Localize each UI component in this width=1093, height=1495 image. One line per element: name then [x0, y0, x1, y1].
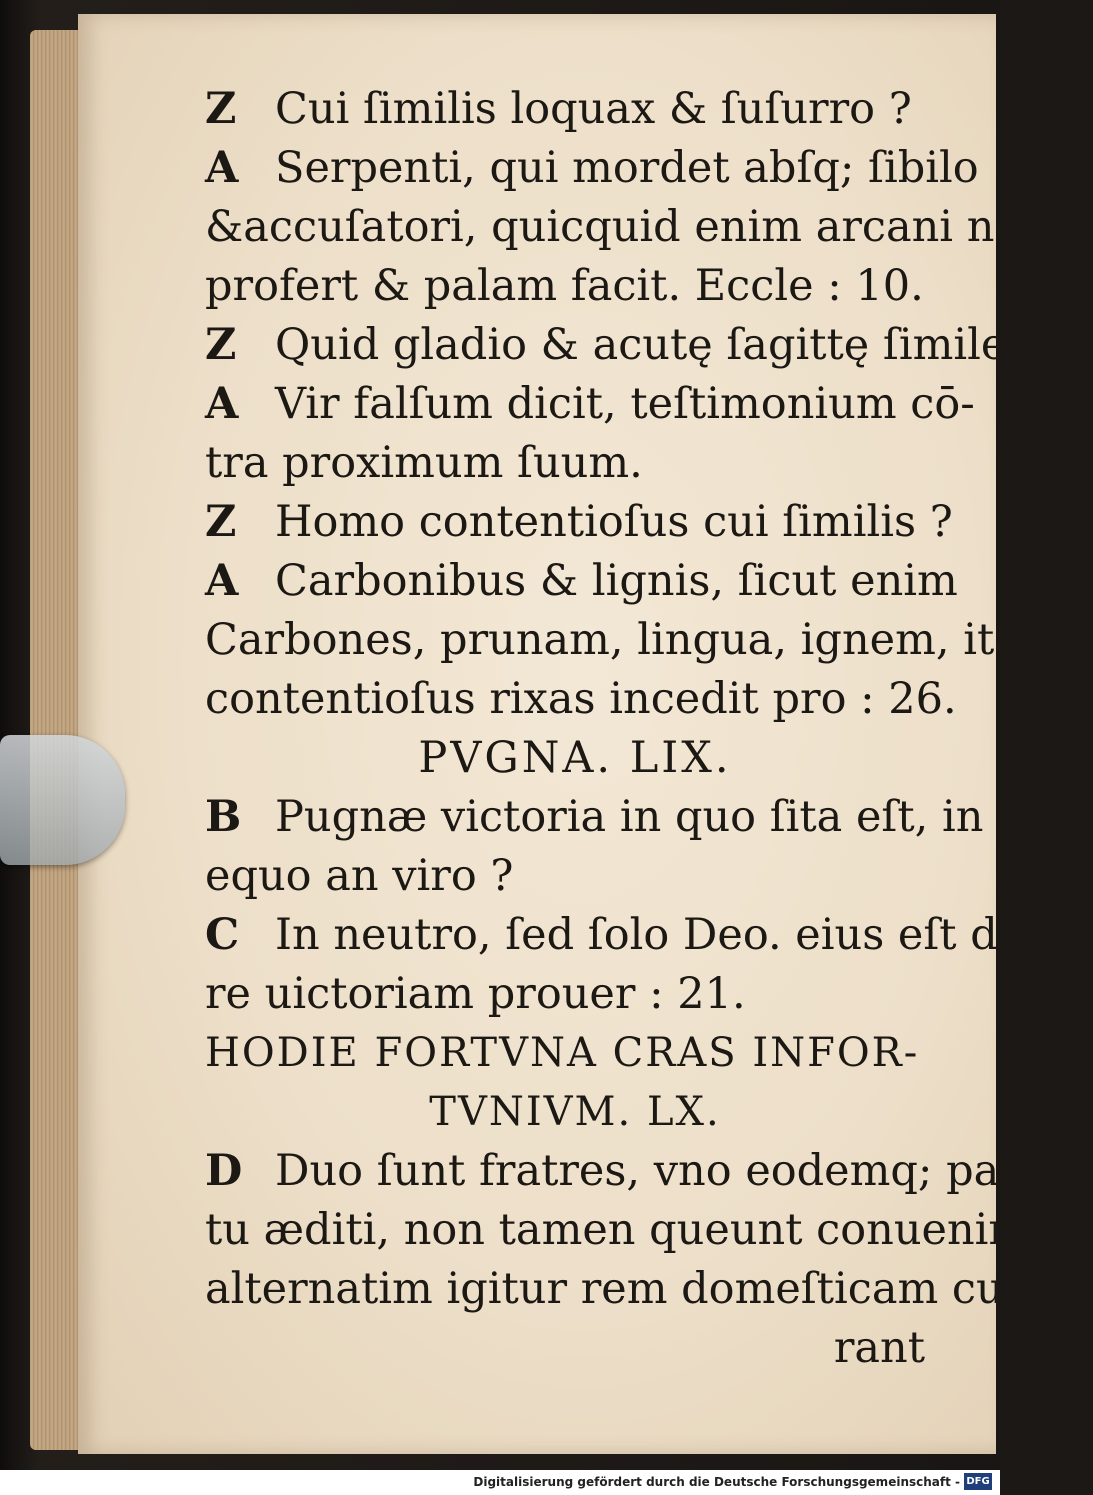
text-line	[205, 434, 945, 493]
speaker-mark: A	[205, 143, 239, 193]
text-line	[205, 198, 1093, 257]
speaker-mark: Z	[205, 84, 237, 134]
speaker-mark: A	[205, 556, 239, 606]
line-text: equo an viro ?	[205, 851, 514, 901]
line-text: re uictoriam prouer : 21.	[205, 969, 746, 1019]
speaker-mark: A	[205, 379, 239, 429]
text-line	[205, 1142, 1035, 1201]
text-line	[205, 139, 979, 198]
text-line	[205, 1201, 1049, 1260]
speaker-mark: Z	[205, 320, 237, 370]
text-line	[205, 257, 945, 316]
text-line	[205, 80, 945, 139]
line-text: Pugnæ victoria in quo ſita eſt, in	[275, 792, 984, 842]
line-text: alternatim igitur rem domeſticam cu-	[205, 1264, 1019, 1314]
speaker-mark: C	[205, 910, 240, 960]
line-text: Quid gladio & acutę ſagittę ſimile ?	[275, 320, 1044, 370]
section-heading: TVNIVM. LX.	[429, 1089, 721, 1135]
page-text	[205, 80, 1093, 1378]
text-line	[205, 847, 945, 906]
section-heading: HODIE FORTVNA CRAS INFOR-	[205, 1030, 920, 1076]
text-line	[205, 906, 1038, 965]
line-text: Homo contentioſus cui ſimilis ?	[275, 497, 953, 547]
catchword: rant	[833, 1323, 925, 1373]
line-text: profert & palam facit. Eccle : 10.	[205, 261, 924, 311]
text-line	[205, 493, 953, 552]
speaker-mark: D	[205, 1146, 243, 1196]
line-text: Serpenti, qui mordet abſq; ſibilo	[275, 143, 979, 193]
line-text: tra proximum ſuum.	[205, 438, 643, 488]
speaker-mark: Z	[205, 497, 237, 547]
text-line	[205, 670, 957, 729]
line-text: &accuſatori, quicquid enim arcani nouit,	[205, 202, 1093, 252]
line-text: Cui ſimilis loquax & ſuſurro ?	[275, 84, 912, 134]
line-text: In neutro, ſed ſolo Deo. eius eſt da-	[275, 910, 1038, 960]
dfg-logo: DFG	[964, 1473, 992, 1490]
text-line	[205, 788, 984, 847]
text-line	[205, 965, 945, 1024]
section-heading: PVGNA. LIX.	[418, 733, 732, 783]
line-text: contentioſus rixas incedit pro : 26.	[205, 674, 957, 724]
text-line	[205, 375, 975, 434]
funding-credit: Digitalisierung gefördert durch die Deutsche Forschungsgemeinschaft -	[473, 1475, 960, 1489]
text-line	[205, 552, 958, 611]
line-text: Carbonibus & lignis, ſicut enim	[275, 556, 958, 606]
page-clip	[0, 735, 125, 865]
line-text: tu æditi, non tamen queunt conuenire,	[205, 1205, 1049, 1255]
text-line	[205, 611, 1020, 670]
line-text: Vir falſum dicit, teſtimonium cō-	[275, 379, 975, 429]
speaker-mark: B	[205, 792, 242, 842]
text-line	[205, 316, 1044, 375]
line-text: Carbones, prunam, lingua, ignem, ita	[205, 615, 1020, 665]
text-line	[205, 1260, 1019, 1319]
line-text: Duo ſunt fratres, vno eodemq; par-	[275, 1146, 1035, 1196]
